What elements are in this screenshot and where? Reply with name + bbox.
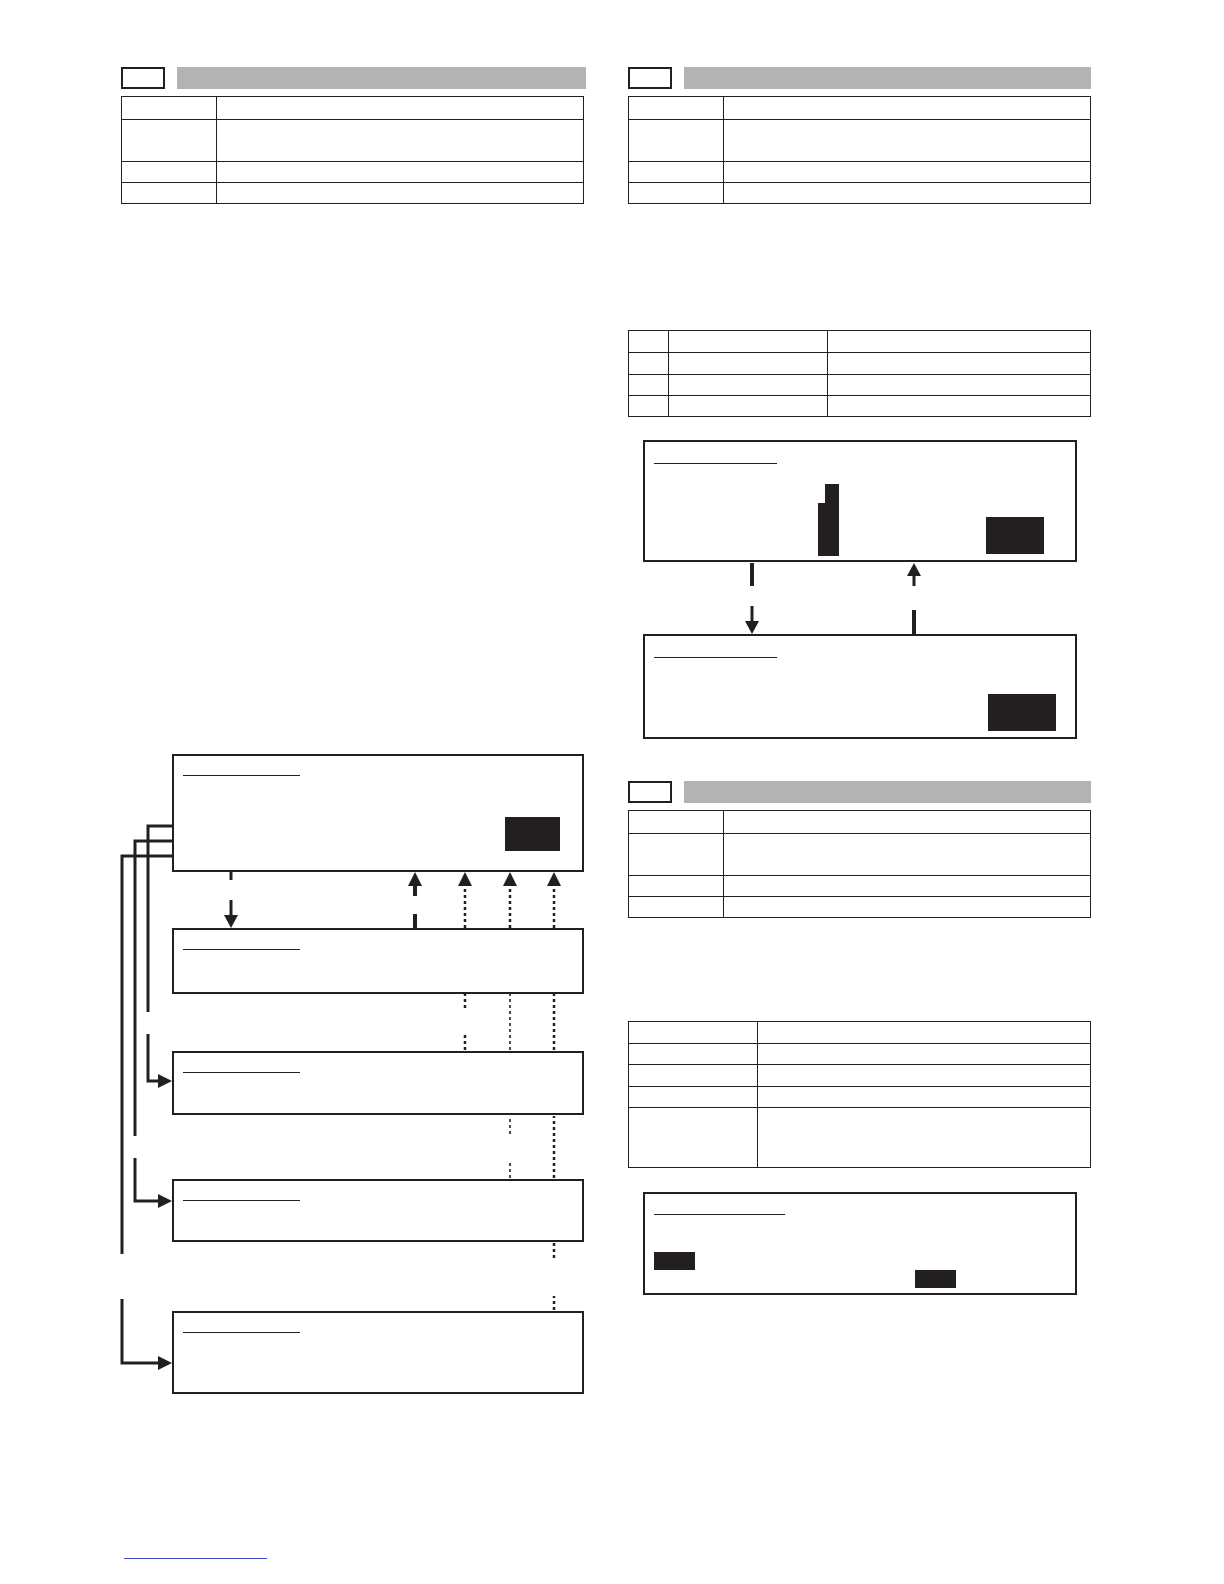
- footer-link-underline[interactable]: [124, 1558, 267, 1559]
- arrow-up-right-flow: [907, 563, 921, 634]
- arrow-down-to-screen-2: [224, 872, 238, 928]
- dotted-return-arrowhead-1: [458, 872, 472, 886]
- branch-arrowhead-screen-5: [158, 1356, 172, 1370]
- branch-line-to-screen-4: [135, 841, 172, 1201]
- arrow-up-return-solid: [408, 872, 422, 928]
- dotted-return-arrowhead-3: [547, 872, 561, 886]
- branch-arrowhead-screen-3: [158, 1074, 172, 1088]
- dotted-return-arrowhead-2: [503, 872, 517, 886]
- arrow-down-right-flow: [745, 563, 759, 634]
- branch-line-to-screen-3: [148, 826, 172, 1081]
- branch-arrowhead-screen-4: [158, 1194, 172, 1208]
